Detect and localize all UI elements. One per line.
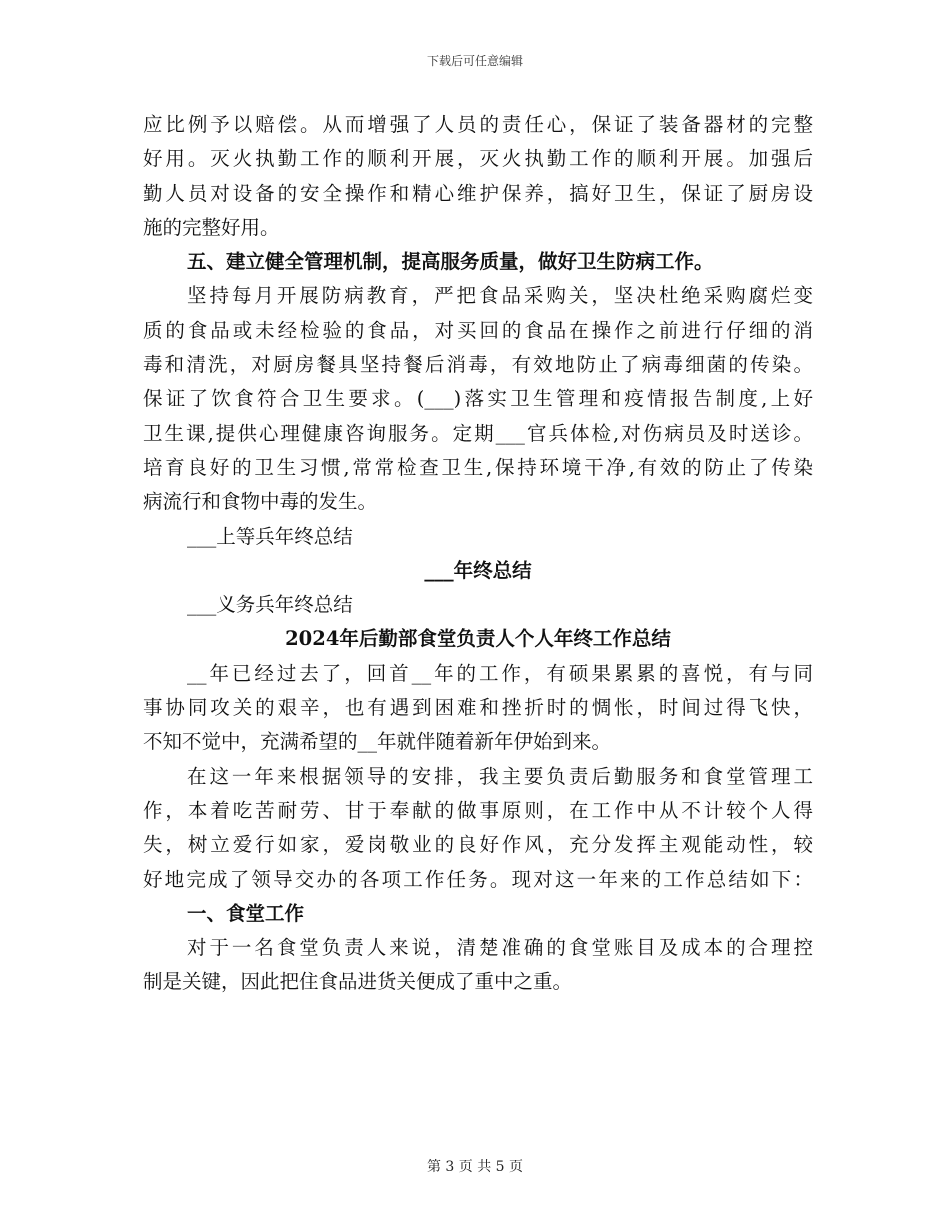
paragraph-line: 事协同攻关的艰辛，也有遇到困难和挫折时的惆怅，时间过得飞快， <box>143 696 813 720</box>
paragraph-line: 作，本着吃苦耐劳、甘于奉献的做事原则，在工作中从不计较个人得 <box>143 798 813 822</box>
paragraph-line: 制是关键，因此把住食品进货关便成了重中之重。 <box>143 970 573 994</box>
paragraph-line: 应比例予以赔偿。从而增强了人员的责任心，保证了装备器材的完整 <box>143 113 813 136</box>
paragraph-line: 质的食品或未经检验的食品，对买回的食品在操作之前进行仔细的消 <box>143 318 813 342</box>
paragraph-line: 在这一年来根据领导的安排，我主要负责后勤服务和食堂管理工 <box>187 764 813 788</box>
paragraph-line: 毒和清洗，对厨房餐具坚持餐后消毒，有效地防止了病毒细菌的传染。 <box>143 353 813 377</box>
paragraph-line: 失，树立爱行如家，爱岗敬业的良好作风，充分发挥主观能动性，较 <box>143 833 813 857</box>
section-title: ___年终总结 <box>424 558 532 582</box>
document-body <box>143 108 813 1000</box>
paragraph-line: 好用。灭火执勤工作的顺利开展，灭火执勤工作的顺利开展。加强后 <box>143 147 813 171</box>
related-link-line: ___上等兵年终总结 <box>187 524 353 548</box>
paragraph-line: 坚持每月开展防病教育，严把食品采购关，坚决杜绝采购腐烂变 <box>187 284 813 308</box>
page-number-footer: 第 3 页 共 5 页 <box>426 1159 524 1175</box>
related-link-line: ___义务兵年终总结 <box>187 593 353 617</box>
paragraph-line: 病流行和食物中毒的发生。 <box>143 490 378 514</box>
paragraph-line: 好地完成了领导交办的各项工作任务。现对这一年来的工作总结如下： <box>143 867 813 891</box>
section-heading: 五、建立健全管理机制，提高服务质量，做好卫生防病工作。 <box>187 250 714 274</box>
section-heading: 一、食堂工作 <box>187 901 305 925</box>
page-header: 下载后可任意编辑 <box>426 54 523 68</box>
paragraph-line: 保证了饮食符合卫生要求。(___)落实卫生管理和疫情报告制度,上好 <box>143 387 813 411</box>
paragraph-line: __年已经过去了，回首__年的工作，有硕果累累的喜悦，有与同 <box>187 661 813 685</box>
paragraph-line: 不知不觉中，充满希望的__年就伴随着新年伊始到来。 <box>143 730 612 754</box>
paragraph-line: 对于一名食堂负责人来说，清楚准确的食堂账目及成本的合理控 <box>187 936 813 960</box>
document-title: 2024年后勤部食堂负责人个人年终工作总结 <box>285 627 671 651</box>
paragraph-line: 卫生课,提供心理健康咨询服务。定期___官兵体检,对伤病员及时送诊。 <box>143 421 813 445</box>
paragraph-line: 勤人员对设备的安全操作和精心维护保养，搞好卫生，保证了厨房设 <box>143 181 813 205</box>
paragraph-line: 培育良好的卫生习惯,常常检查卫生,保持环境干净,有效的防止了传染 <box>143 455 813 479</box>
paragraph-line: 施的完整好用。 <box>143 215 280 239</box>
